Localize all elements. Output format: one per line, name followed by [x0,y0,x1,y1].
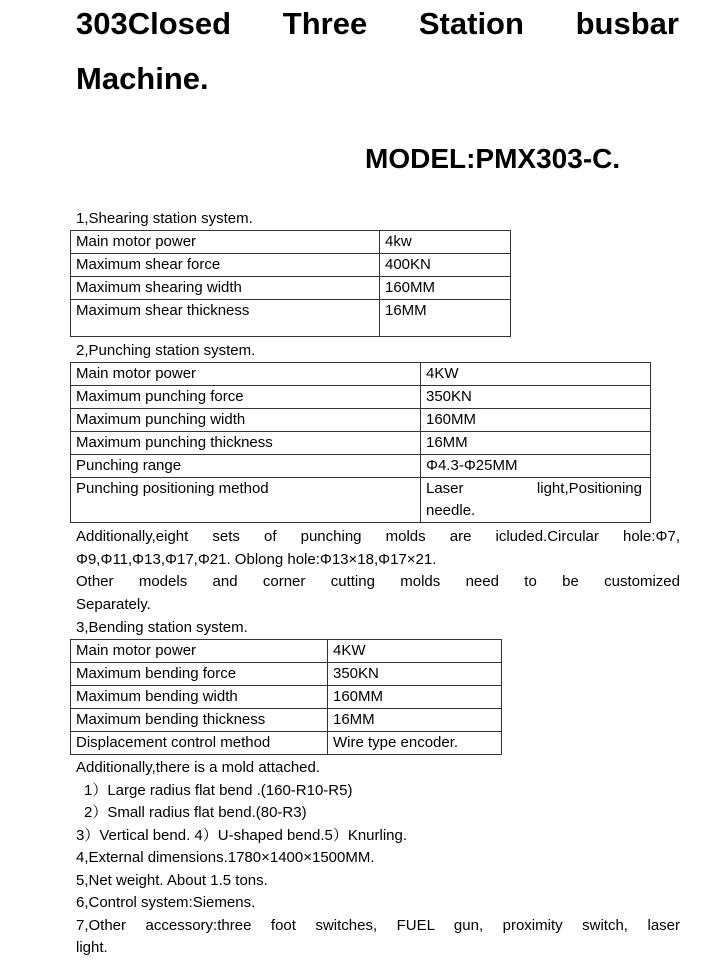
table-row [71,455,651,478]
spec-value: 4kw [380,231,511,254]
dimensions-line: 4,External dimensions.1780×1400×1500MM. [76,849,375,866]
spec-value: 16MM [421,432,651,455]
spec-label: Maximum bending width [71,686,328,709]
spec-value: 4KW [328,640,502,663]
table-row [71,300,511,337]
bending-spec-table [70,639,502,755]
spec-value: 160MM [328,686,502,709]
spec-label: Maximum punching width [71,409,421,432]
note-line: 3）Vertical bend. 4）U-shaped bend.5）Knurling. [76,826,408,844]
note-line: Separately. [76,595,151,613]
spec-label: Maximum bending force [71,663,328,686]
spec-value: 16MM [380,300,511,337]
table-row [71,663,502,686]
table-row [71,363,651,386]
spec-label: Punching positioning method [71,478,421,523]
spec-label: Maximum shearing width [71,277,380,300]
spec-value: 160MM [421,409,651,432]
control-line: 6,Control system:Siemens. [76,894,256,911]
spec-value: 16MM [328,709,502,732]
table-row [71,686,502,709]
spec-label: Punching range [71,455,421,478]
accessory-line: light. [76,939,108,956]
spec-value: Wire type encoder. [328,732,502,755]
table-row [71,254,511,277]
title-word: busbar [575,6,679,41]
page-title-line2: Machine. [76,61,209,96]
spec-value: 350KN [328,663,502,686]
spec-value: Φ4.3-Φ25MM [421,455,651,478]
shearing-spec-table [70,230,511,337]
model-number: MODEL:PMX303-C. [365,143,621,174]
bending-notes [76,757,680,847]
table-row [71,640,502,663]
spec-label: Main motor power [71,231,380,254]
accessory-line: 7,Other accessory:three foot switches, FUEL gun, proximity switch, laser [76,916,680,934]
spec-value [421,478,651,523]
table-row [71,432,651,455]
other-specs [76,847,680,960]
spec-label: Maximum punching thickness [71,432,421,455]
title-word: 303Closed [76,6,232,41]
punching-heading: 2,Punching station system. [76,342,256,359]
table-row [71,732,502,755]
bending-heading: 3,Bending station system. [76,619,248,636]
note-line: 1）Large radius flat bend .(160-R10-R5) [84,781,353,799]
title-word: Station [418,6,524,41]
note-line: Additionally,there is a mold attached. [76,759,321,776]
shearing-heading: 1,Shearing station system. [76,210,253,227]
weight-line: 5,Net weight. About 1.5 tons. [76,871,268,889]
spec-label: Maximum shear thickness [71,300,380,337]
table-row [71,409,651,432]
punching-spec-table [70,362,651,523]
page-title [76,6,679,42]
spec-value: 400KN [380,254,511,277]
spec-label: Maximum bending thickness [71,709,328,732]
spec-value: 4KW [421,363,651,386]
spec-label: Displacement control method [71,732,328,755]
spec-value-line: Laser light,Positioning [426,480,642,497]
note-line: Other models and corner cutting molds need to be customized [76,573,680,590]
note-line: Φ9,Φ11,Φ13,Φ17,Φ21. Oblong hole:Φ13×18,Φ17×21. [76,550,437,568]
spec-value: 350KN [421,386,651,409]
spec-label: Main motor power [71,363,421,386]
spec-value: 160MM [380,277,511,300]
spec-label: Maximum punching force [71,386,421,409]
table-row [71,709,502,732]
spec-label: Maximum shear force [71,254,380,277]
table-row [71,231,511,254]
table-row [71,277,511,300]
table-row [71,478,651,523]
title-word: Three [282,6,368,41]
punching-notes [76,526,680,616]
spec-label: Main motor power [71,640,328,663]
note-line: Additionally,eight sets of punching molds are icluded.Circular hole:Φ7, [76,528,680,545]
table-row [71,386,651,409]
spec-value-line: needle. [426,502,476,519]
note-line: 2）Small radius flat bend.(80-R3) [84,804,307,821]
